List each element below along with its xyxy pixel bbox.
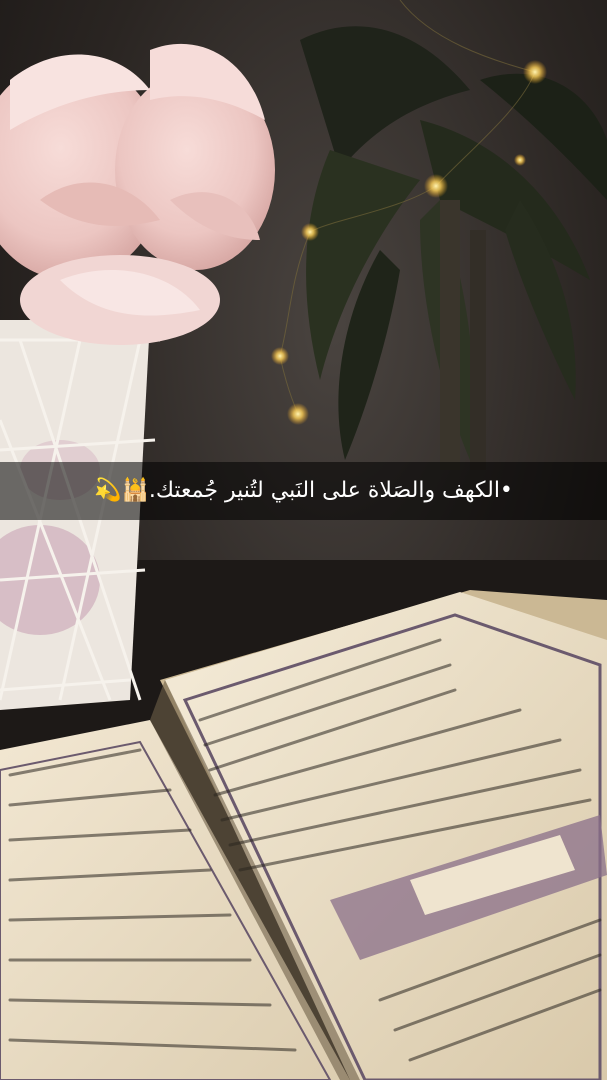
caption-bar [0,462,607,520]
caption-text: •الكهف والصَلاة على النَبي لتُنير جُمعتك.🕌💫 [94,478,513,503]
